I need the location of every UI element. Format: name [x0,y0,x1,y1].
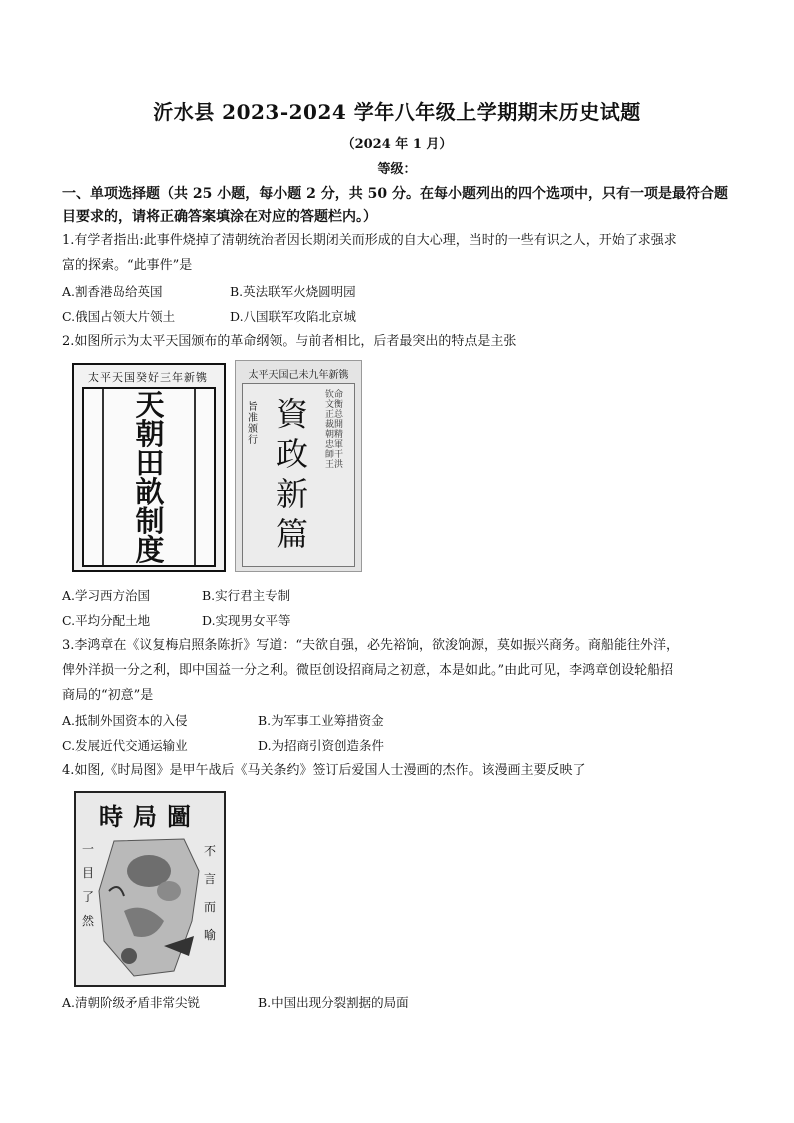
q3-option-b: B.为军事工业筹措资金 [258,713,384,728]
fig1-top-caption: 太平天国癸好三年新镌 [88,371,208,384]
figure-zizheng-xinpian [235,360,362,572]
page-title: 沂水县 2023-2024 学年八年级上学期期末历史试题 [153,100,641,124]
fig1-char-5: 制 [135,504,165,538]
section-heading: 一、单项选择题（共 25 小题，每小题 2 分，共 50 分。在每小题列出的四个选项中，只有一项是最符合题目要求的，请将正确答案填涂在对应的答题栏内。） [62,186,728,225]
q1-option-d: D.八国联军攻陷北京城 [230,309,357,324]
fig3-right-text: 不言而喻 [204,844,217,942]
exam-date: （2024 年 1 月） [341,137,453,152]
fig2-char-1: 資 [275,395,308,433]
fig1-char-4: 畝 [135,475,165,509]
fig1-char-2: 朝 [135,417,165,451]
q4-option-b: B.中国出现分裂割据的局面 [258,995,409,1010]
fig2-char-2: 政 [275,435,308,473]
q3-stem-line-2: 俾外洋损一分之利，即中国益一分之利。微臣创设招商局之初意，本是如此。”由此可见，李鸿章创设轮船招 [62,663,674,678]
fig2-char-3: 新 [275,475,308,513]
q1-option-b: B.英法联军火烧圆明园 [230,284,356,299]
q1-stem-line-1: 1.有学者指出:此事件烧掉了清朝统治者因长期闭关而形成的自大心理，当时的一些有识之人，开始了求强求 [62,233,677,248]
q2-stem-line-1: 2.如图所示为太平天国颁布的革命纲领。与前者相比，后者最突出的特点是主张 [62,334,517,349]
q4-stem-line-1: 4.如图,《时局图》是甲午战后《马关条约》签订后爱国人士漫画的杰作。该漫画主要反映了 [62,763,586,778]
figure-shiju-tu [74,791,226,987]
q2-option-b: B.实行君主专制 [202,588,291,603]
q3-stem-line-1: 3.李鸿章在《议复梅启照条陈折》写道：“夫欲自强，必先裕饷，欲浚饷源，莫如振兴商务。商船能往外洋， [62,638,680,653]
fig3-left-text: 一目了然 [82,842,95,928]
q1-stem-line-2: 富的探索。“此事件”是 [62,258,193,273]
q3-option-d: D.为招商引资创造条件 [258,738,385,753]
fig2-side-left: 旨准颁行 [248,402,258,446]
q3-option-c: C.发展近代交通运输业 [62,738,188,753]
q1-option-c: C.俄国占领大片领土 [62,309,176,324]
q2-option-d: D.实现男女平等 [202,613,291,628]
q2-option-a: A.学习西方治国 [62,588,151,603]
fig1-char-6: 度 [135,533,165,567]
fig2-char-4: 篇 [275,515,308,553]
q4-option-a: A.清朝阶级矛盾非常尖锐 [62,995,201,1010]
fig1-char-3: 田 [135,446,165,480]
fig1-char-1: 天 [135,388,165,422]
q1-option-a: A.割香港岛给英国 [62,284,163,299]
grade-label: 等级： [377,162,417,177]
fig2-side-right: 钦命文衡正总裁開朝精忠軍師干王洪 [325,390,344,470]
fig2-top-caption: 太平天国己未九年新镌 [248,370,349,381]
q2-option-c: C.平均分配土地 [62,613,151,628]
q3-option-a: A.抵制外国资本的入侵 [62,713,188,728]
cartoon-map-illustration [94,831,206,981]
figure-tianchao-tianmu [72,363,226,572]
q3-stem-line-3: 商局的“初意”是 [62,688,154,703]
fig3-title: 時局圖 [99,802,201,831]
